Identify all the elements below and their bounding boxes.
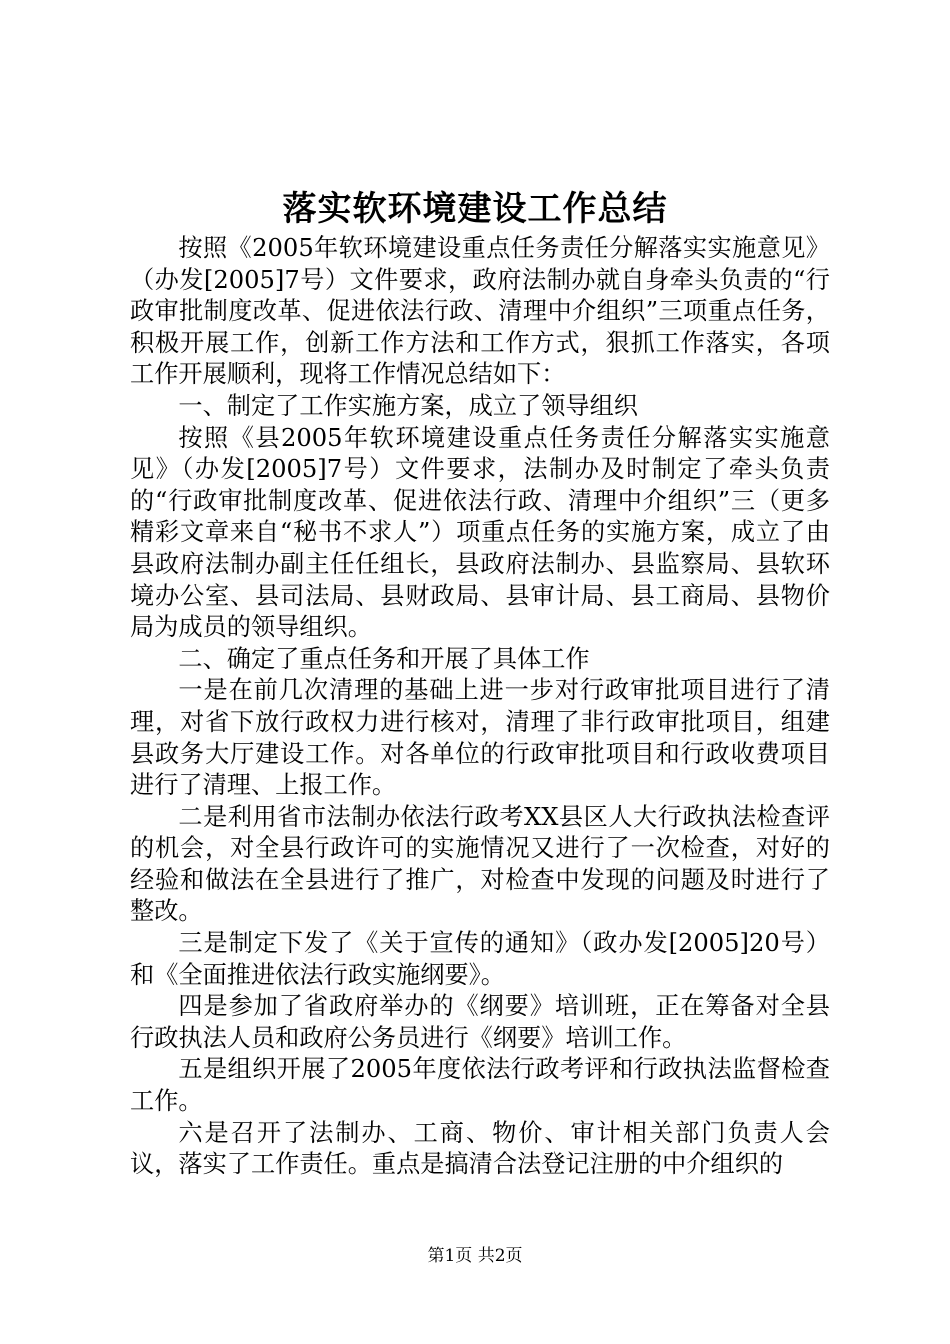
paragraph-plan: 按照《县2005年软环境建设重点任务责任分解落实实施意见》（办发[2005]7号）文件要求，法制办及时制定了牵头负责的“行政审批制度改革、促进依法行政、清理中介组织”三（更多精彩文章来自“秘书不求人”）项重点任务的实施方案，成立了由县政府法制办副主任任组长，县政府法制办、县监察局、县软环境办公室、县司法局、县财政局、县审计局、县工商局、县物价局为成员的领导组织。: [130, 423, 830, 642]
paragraph-item-2: 二是利用省市法制办依法行政考XX县区人大行政执法检查评的机会，对全县行政许可的实施情况又进行了一次检查，对好的经验和做法在全县进行了推广，对检查中发现的问题及时进行了整改。: [130, 802, 830, 926]
paragraph-item-6: 六是召开了法制办、工商、物价、审计相关部门负责人会议，落实了工作责任。重点是搞清合法登记注册的中介组织的: [130, 1118, 830, 1179]
document-title: 落实软环境建设工作总结: [282, 189, 668, 229]
paragraph-item-3: 三是制定下发了《关于宣传的通知》（政办发[2005]20号）和《全面推进依法行政实施纲要》。: [130, 929, 830, 989]
section-heading-2: 二、确定了重点任务和开展了具体工作: [178, 644, 590, 673]
paragraph-item-5: 五是组织开展了2005年度依法行政考评和行政执法监督检查工作。: [130, 1055, 830, 1116]
document-body: [130, 233, 830, 1181]
paragraph-item-1: 一是在前几次清理的基础上进一步对行政审批项目进行了清理，对省下放行政权力进行核对，清理了非行政审批项目，组建县政务大厅建设工作。对各单位的行政审批项目和行政收费项目进行了清理、上报工作。: [130, 676, 830, 800]
paragraph-intro: 按照《2005年软环境建设重点任务责任分解落实实施意见》（办发[2005]7号）文件要求，政府法制办就自身牵头负责的“行政审批制度改革、促进依法行政、清理中介组织”三项重点任务，积极开展工作，创新工作方法和工作方式，狠抓工作落实，各项工作开展顺利，现将工作情况总结如下：: [130, 234, 830, 389]
page-number-footer: 第1页 共2页: [427, 1246, 523, 1266]
section-heading-1: 一、制定了工作实施方案，成立了领导组织: [178, 391, 638, 420]
paragraph-item-4: 四是参加了省政府举办的《纲要》培训班，正在筹备对全县行政执法人员和政府公务员进行《纲要》培训工作。: [130, 992, 830, 1052]
